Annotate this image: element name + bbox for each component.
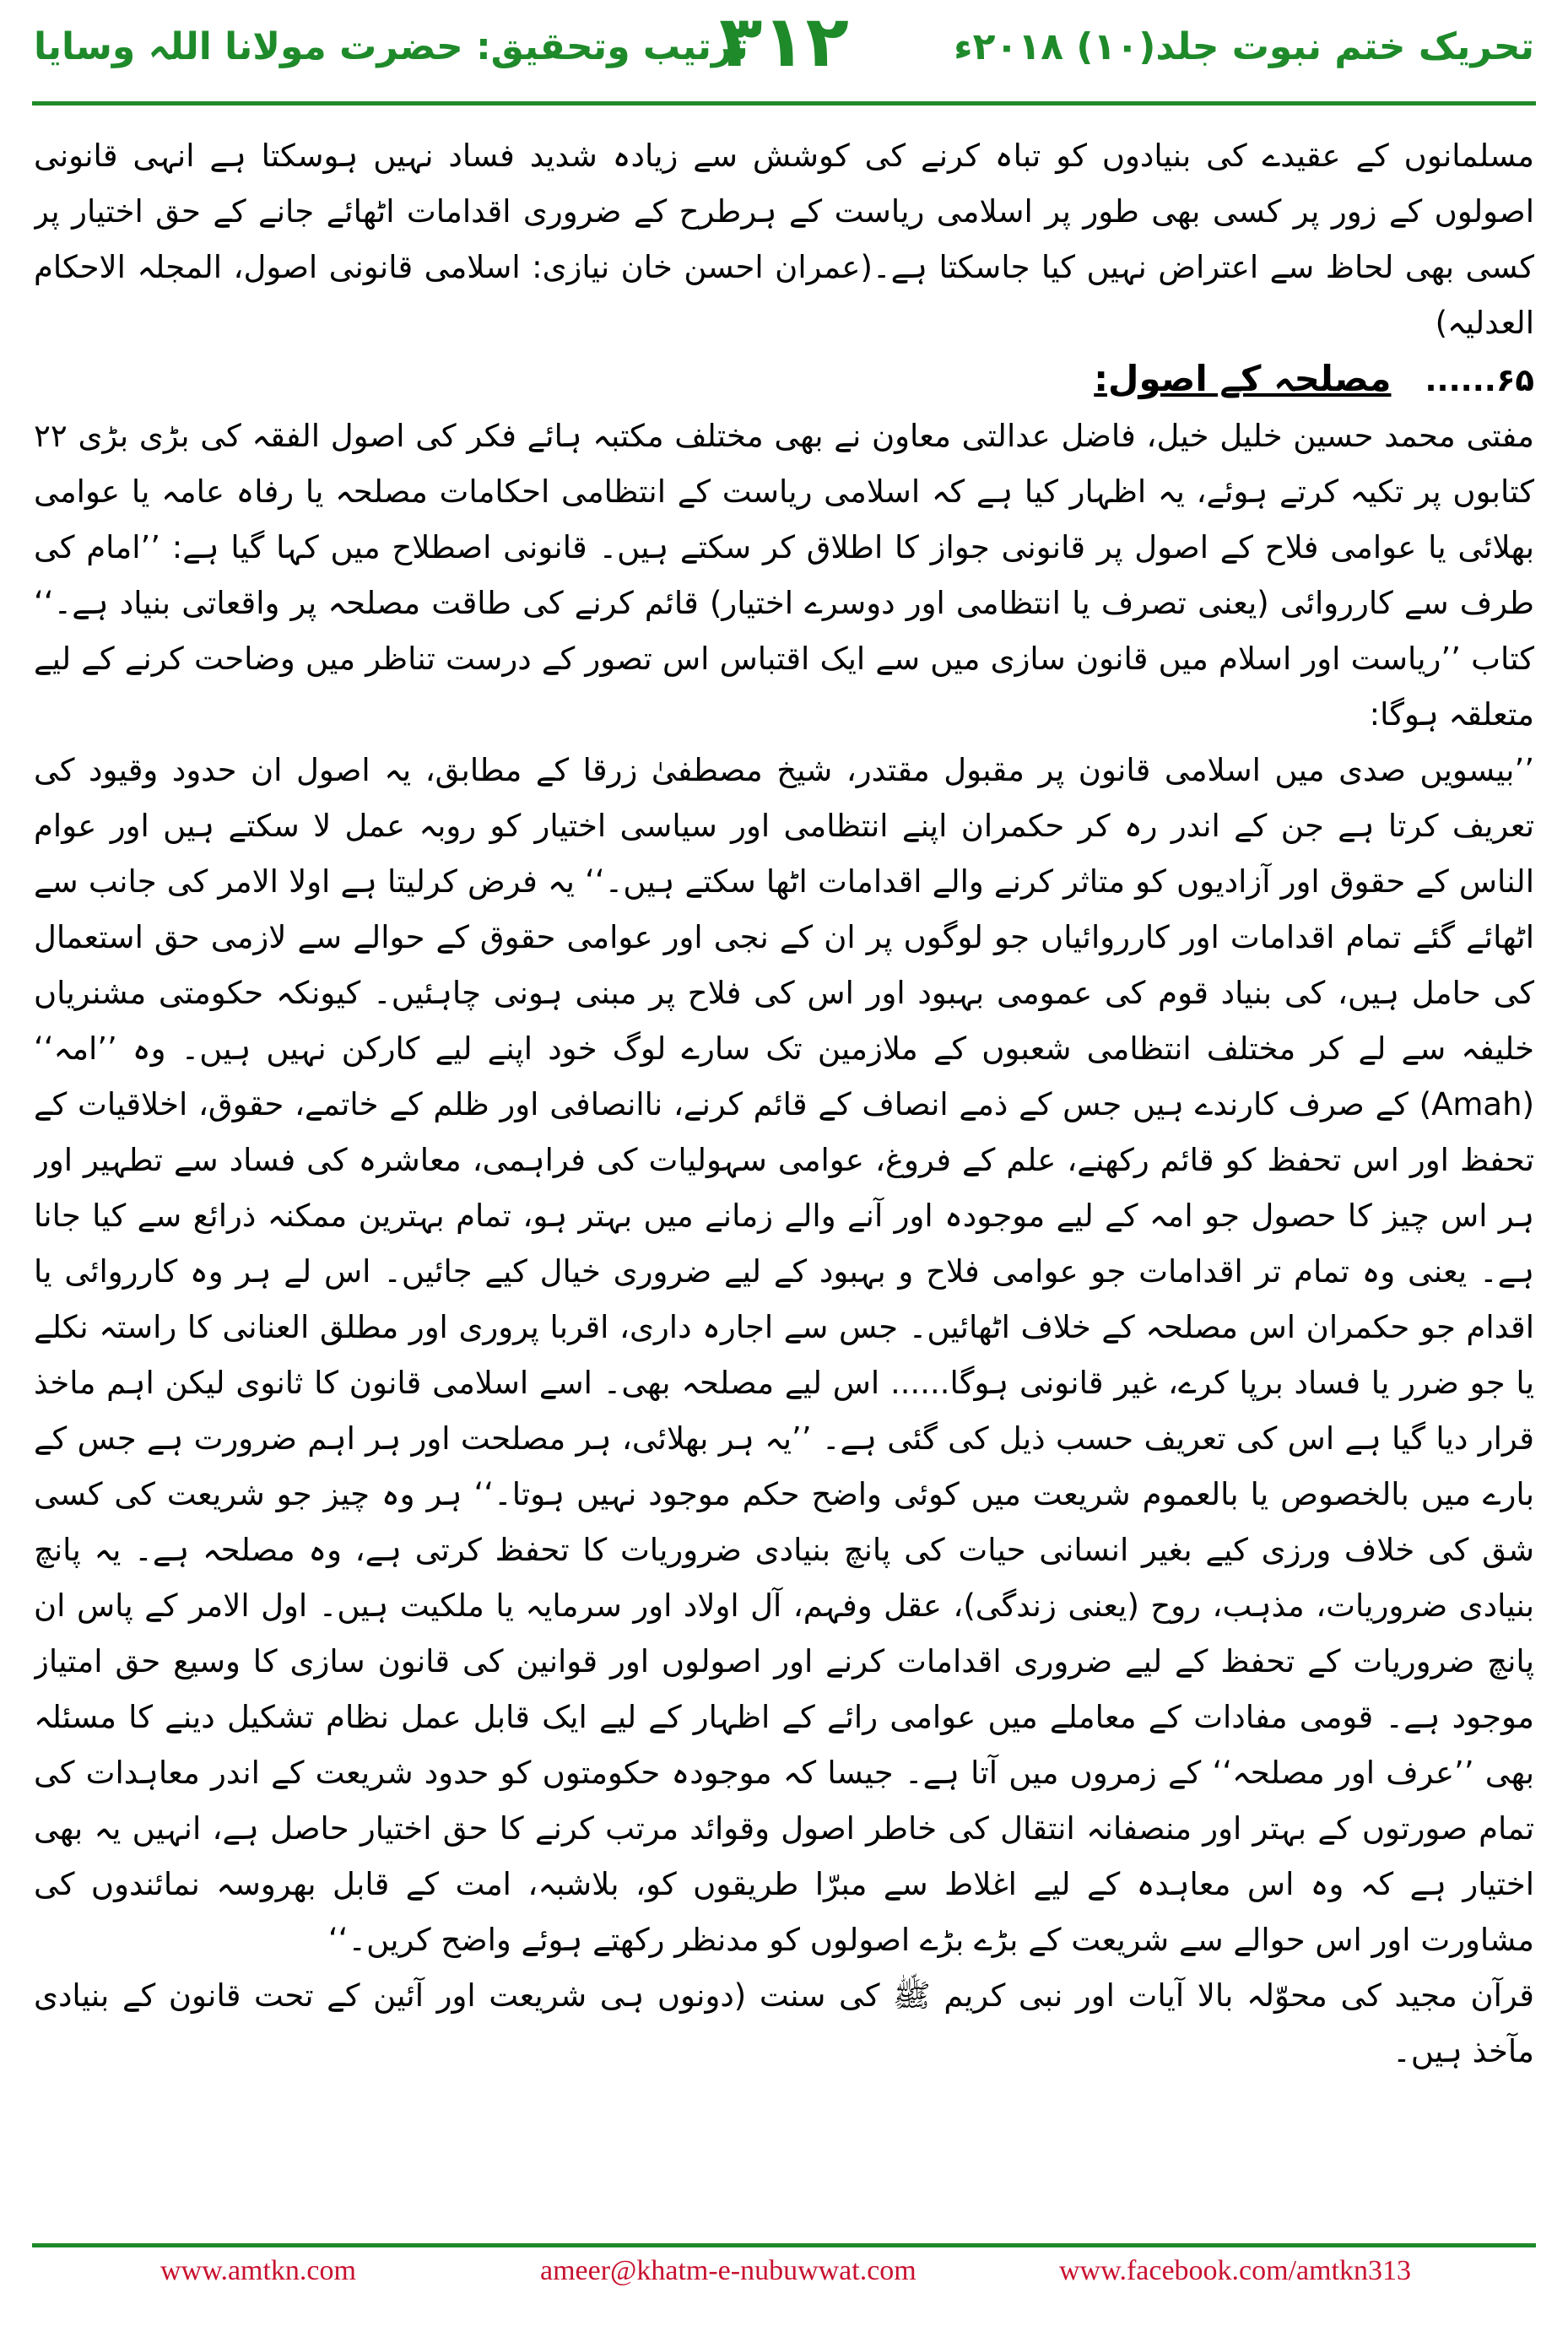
paragraph-3-quotation: ’’بیسویں صدی میں اسلامی قانون پر مقبول مقتدر، شیخ مصطفیٰ زرقا کے مطابق، یہ اصول ان حدود وقیود کی تعریف کرتا ہے جن کے اندر رہ کر حکمران اپنے انتظامی اور سیاسی اختیار کو روبہ عمل لا سکتے ہیں اور عوام الناس کے حقوق اور آزادیوں کو متاثر کرنے والے اقدامات اٹھا سکتے ہیں۔‘‘ یہ فرض کرلیتا ہے اولا الامر کی جانب سے اٹھائے گئے تمام اقدامات اور کارروائیاں جو لوگوں پر ان کے نجی اور عوامی حقوق کے حوالے سے لازمی حق استعمال کی حامل ہیں، کی بنیاد قوم کی عمومی بہبود اور اس کی فلاح پر مبنی ہونی چاہئیں۔ کیونکہ حکومتی مشنریاں خلیفہ سے لے کر مختلف انتظامی شعبوں کے ملازمین تک سارے لوگ خود اپنے لیے کارکن نہیں ہیں۔ وہ ’’امہ‘‘ (Amah) کے صرف کارندے ہیں جس کے ذمے انصاف کے قائم کرنے، ناانصافی اور ظلم کے خاتمے، حقوق، اخلاقیات کے تحفظ اور اس تحفظ کو قائم رکھنے، علم کے فروغ، عوامی سہولیات کی فراہمی، معاشرہ کی فساد سے تطہیر اور ہر اس چیز کا حصول جو امہ کے لیے موجودہ اور آنے والے زمانے میں بہتر ہو، تمام بہترین ممکنہ ذرائع سے کیا جانا ہے۔ یعنی وہ تمام تر اقدامات جو عوامی فلاح و بہبود کے لیے ضروری خیال کیے جائیں۔ اس لے ہر وہ کارروائی یا اقدام جو حکمران اس مصلحہ کے خلاف اٹھائیں۔ جس سے اجارہ داری، اقربا پروری اور مطلق العنانی کا راستہ نکلے یا جو ضرر یا فساد برپا کرے، غیر قانونی ہوگا...... اس لیے مصلحہ بھی۔ اسے اسلامی قانون کا ثانوی لیکن اہم ماخذ قرار دیا گیا ہے اس کی تعریف حسب ذیل کی گئی ہے۔ ’’یہ ہر بھلائی، ہر مصلحت اور ہر اہم ضرورت ہے جس کے بارے میں بالخصوص یا بالعموم شریعت میں کوئی واضح حکم موجود نہیں ہوتا۔‘‘ ہر وہ چیز جو شریعت کی کسی شق کی خلاف ورزی کیے بغیر انسانی حیات کی پانچ بنیادی ضروریات کا تحفظ کرتی ہے، وہ مصلحہ ہے۔ یہ پانچ بنیادی ضروریات، مذہب، روح (یعنی زندگی)، عقل وفہم، آل اولاد اور سرمایہ یا ملکیت ہیں۔ اول الامر کے پاس ان پانچ ضروریات کے تحفظ کے لیے ضروری اقدامات کرنے اور اصولوں اور قوانین کی قانون سازی کا وسیع حق امتیاز موجود ہے۔ قومی مفادات کے معاملے میں عوامی رائے کے اظہار کے لیے ایک قابل عمل نظام تشکیل دینے کا مسئلہ بھی ’’عرف اور مصلحہ‘‘ کے زمروں میں آتا ہے۔ جیسا کہ موجودہ حکومتوں کو حدود شریعت کے اندر معاہدات کی تمام صورتوں کے بہتر اور منصفانہ انتقال کی خاطر اصول وقوائد مرتب کرنے کا حق اختیار حاصل ہے، انہیں یہ بھی اختیار ہے کہ وہ اس معاہدہ کے لیے اغلاط سے مبرّا طریقوں کو، بلاشبہ، امت کے قابل بھروسہ نمائندوں کی مشاورت اور اس حوالے سے شریعت کے بڑے بڑے اصولوں کو مدنظر رکھتے ہوئے واضح کریں۔‘‘ (34, 752, 1534, 1958)
header-divider (32, 101, 1536, 105)
page-header (0, 0, 1568, 110)
section-number: ۶۵...... (1425, 362, 1534, 398)
footer-website-link[interactable]: www.amtkn.com (160, 2255, 356, 2286)
page-number: ۳۱۲ (719, 0, 849, 83)
section-heading (34, 351, 1534, 408)
header-compiler-credit: ترتیب وتحقیق: حضرت مولانا اللہ وسایا (34, 25, 749, 68)
section-title: مصلحہ کے اصول: (1094, 358, 1392, 399)
footer-facebook-link[interactable]: www.facebook.com/amtkn313 (1059, 2255, 1412, 2286)
page-footer (0, 2243, 1568, 2294)
footer-email-link[interactable]: ameer@khatm-e-nubuwwat.com (540, 2255, 916, 2286)
paragraph-1: مسلمانوں کے عقیدے کی بنیادوں کو تباہ کرنے کی کوشش سے زیادہ شدید فساد نہیں ہوسکتا ہے انہی قانونی اصولوں کے زور پر کسی بھی طور پر اسلامی ریاست کے ہرطرح کے ضروری اقدامات اٹھائے جانے کے حق اختیار پر کسی بھی لحاظ سے اعتراض نہیں کیا جاسکتا ہے۔(عمران احسن خان نیازی: اسلامی قانونی اصول، المجلہ الاحکام العدلیہ) (34, 138, 1534, 341)
paragraph-4: قرآن مجید کی محوّلہ بالا آیات اور نبی کریم ﷺ کی سنت (دونوں ہی شریعت اور آئین کے تحت قانون کے بنیادی مآخذ ہیں۔ (34, 1977, 1534, 2069)
footer-divider (32, 2243, 1536, 2247)
header-book-title: تحریک ختم نبوت جلد(۱۰) ۲۰۱۸ء (954, 25, 1534, 68)
paragraph-2: مفتی محمد حسین خلیل خیل، فاضل عدالتی معاون نے بھی مختلف مکتبہ ہائے فکر کی اصول الفقہ کی بڑی بڑی ۲۲ کتابوں پر تکیہ کرتے ہوئے، یہ اظہار کیا ہے کہ اسلامی ریاست کے انتظامی احکامات مصلحہ یا رفاہ عامہ یا عوامی بھلائی یا عوامی فلاح کے اصول پر قانونی جواز کا اطلاق کر سکتے ہیں۔ قانونی اصطلاح میں کہا گیا ہے: ’’امام کی طرف سے کارروائی (یعنی تصرف یا انتظامی اور دوسرے اختیار) قائم کرنے کی طاقت مصلحہ پر واقعاتی بنیاد ہے۔‘‘ کتاب ’’ریاست اور اسلام میں قانون سازی میں سے ایک اقتباس اس تصور کے درست تناظر میں وضاحت کرنے کے لیے متعلقہ ہوگا: (34, 418, 1534, 733)
page-body (34, 128, 1534, 2213)
